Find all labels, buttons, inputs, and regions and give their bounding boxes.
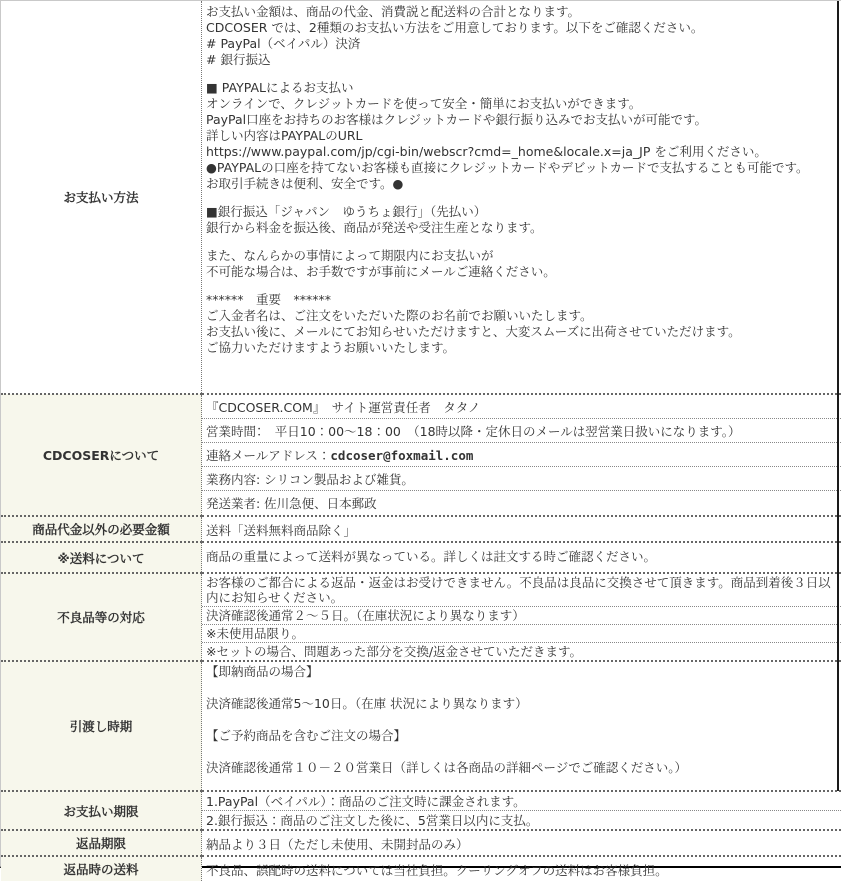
text-line: CDCOSER では、2種類のお支払い方法をご用意しております。以下をご確認ください。 [206,20,837,36]
defective-set-note: ※セットの場合、問題あった部分を交換/返金させていただきます。 [202,643,841,660]
delivery-time-header: 引渡し時期 [1,661,202,791]
blank-line [206,192,837,204]
text-line: 不可能な場合は、お手数ですが事前にメールご連絡ください。 [206,264,837,280]
row-about-cdcoser [1,394,841,516]
defective-items-content [202,573,841,661]
about-content [202,394,841,516]
text-line: ■ PAYPALによるお支払い [206,80,837,96]
blank-line [206,68,837,80]
blank-line [206,236,837,248]
text-line: ■銀行振込「ジャパン ゆうちょ銀行」（先払い） [206,204,837,220]
text-line: 決済確認後通常１０－２０営業日（詳しくは各商品の詳細ページでご確認ください。） [206,760,837,776]
text-line: オンラインで、クレジットカードを使って安全・簡単にお支払いができます。 [206,96,837,112]
contact-email: cdcoser@foxmail.com [330,448,473,463]
about-contact-email-row [202,443,841,467]
about-header: CDCOSERについて [1,394,202,516]
about-shipping-carriers: 発送業者: 佐川急便、日本郵政 [202,491,841,515]
text-line: 銀行から料金を振込後、商品が発送や受注生産となります。 [206,220,837,236]
text-line: 詳しい内容はPAYPALのURL [206,128,837,144]
return-shipping-header: 返品時の送料 [1,856,202,881]
blank-line [206,280,837,292]
defective-items-header: 不良品等の対応 [1,573,202,661]
shipping-note-header: ※送料について [1,542,202,573]
defective-policy: お客様のご都合による返品・返金はお受けできません。不良品は良品に交換させて頂きます。商品到着後３日以内にお知らせください。 [202,574,841,607]
blank-line [206,712,837,728]
extra-fees-content: 送料「送料無料商品除く」 [202,516,841,542]
defective-unused-only-note: ※未使用品限り。 [202,625,841,643]
row-shipping-note [1,542,841,573]
blank-line [206,680,837,696]
about-business-description: 業務内容: シリコン製品および雑貨。 [202,467,841,491]
text-line: PayPal口座をお持ちのお客様はクレジットカードや銀行振り込みでお支払いが可能です。 [206,112,837,128]
text-line: お支払い金額は、商品の代金、消費説と配送料の合計となります。 [206,4,837,20]
right-border-line [837,1,839,791]
text-line: ご入金者名は、ご注文をいただいた際のお名前でお願いいたします。 [206,308,837,324]
text-line: 【即納商品の場合】 [206,664,837,680]
about-business-hours: 営業時間： 平日10：00～18：00 （18時以降・定休日のメールは翌営業日扱いになります。） [202,419,841,443]
deadline-bank-transfer: 2.銀行振込：商品のご注文した後に、5営業日以内に支払。 [202,811,841,829]
text-line: ご協力いただけますようお願いいたします。 [206,340,837,356]
important-note-marker: ****** 重要 ****** [206,292,837,308]
delivery-time-content [202,661,841,791]
return-period-content: 納品より３日（ただし未使用、未開封品のみ） [202,830,841,856]
text-line: # PayPal（ベイパル）決済 [206,36,837,52]
payment-method-content [202,1,841,394]
shipping-note-content: 商品の重量によって送料が異なっている。詳しくは註文する時ご確認ください。 [202,542,841,573]
text-line: お支払い後に、メールにてお知らせいただけますと、大変スムーズに出荷させていただけます。 [206,324,837,340]
row-defective-items [1,573,841,661]
text-line: 【ご予約商品を含むご注文の場合】 [206,728,837,744]
text-line: また、なんらかの事情によって期限内にお支払いが [206,248,837,264]
row-return-period [1,830,841,856]
about-site-operator: 『CDCOSER.COM』 サイト運営責任者 タタノ [202,395,841,419]
row-delivery-time [1,661,841,791]
text-line: ●PAYPALの口座を持てないお客様も直接にクレジットカードやデビットカードで支払することも可能です。 [206,160,837,176]
text-line: お取引手続きは便利、安全です。● [206,176,837,192]
return-shipping-content: 不良品、誤配時の送料については当社負担。クーリングオフの送料はお客様負担。 [202,856,841,881]
payment-method-header: お支払い方法 [1,1,202,394]
text-line: # 銀行振込 [206,52,837,68]
row-payment-method [1,1,841,394]
return-period-header: 返品期限 [1,830,202,856]
extra-fees-header: 商品代金以外の必要金額 [1,516,202,542]
contact-email-label: 連絡メールアドレス： [206,448,330,463]
defective-processing-time: 決済確認後通常２～５日。（在庫状況により異なります） [202,607,841,625]
paypal-url-line: https://www.paypal.com/jp/cgi-bin/webscr?cmd=_home&locale.x=ja_JP をご利用ください。 [206,144,837,160]
row-payment-deadline [1,791,841,830]
payment-deadline-header: お支払い期限 [1,791,202,830]
blank-line [206,744,837,760]
row-return-shipping [1,856,841,881]
row-extra-fees [1,516,841,542]
deadline-paypal: 1.PayPal（ベイパル）：商品のご注文時に課金されます。 [202,792,841,811]
payment-deadline-content [202,791,841,830]
shop-info-table [1,1,841,881]
text-line: 決済確認後通常5～10日。（在庫 状況により異なります） [206,696,837,712]
